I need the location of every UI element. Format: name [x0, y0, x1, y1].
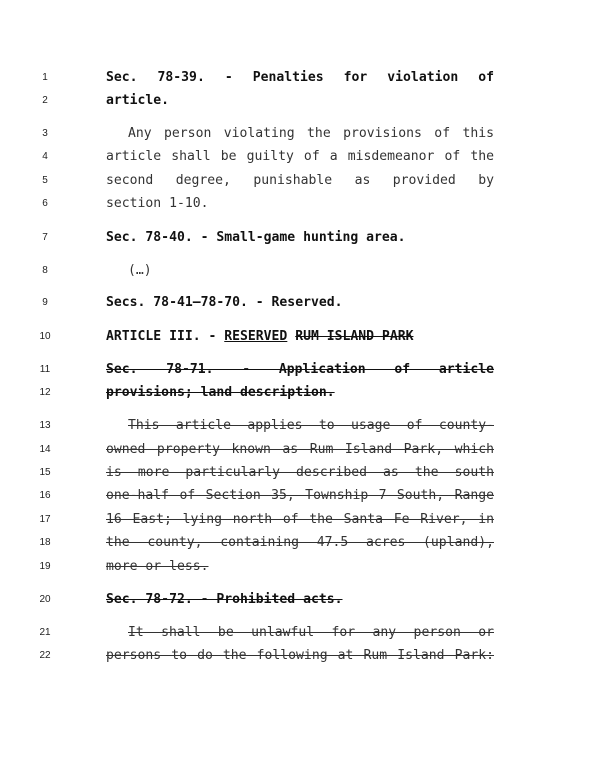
line-number: 6	[42, 198, 48, 209]
deleted-text: RUM ISLAND PARK	[295, 329, 414, 344]
body-line: section 1-10.	[106, 196, 209, 211]
deleted-section-heading: Sec. 78-72. - Prohibited acts.	[106, 592, 343, 607]
line-number: 11	[39, 364, 51, 375]
line-number: 2	[42, 95, 48, 106]
line-number: 3	[42, 128, 48, 139]
article-prefix: ARTICLE III. -	[106, 329, 225, 344]
line-number: 10	[39, 331, 51, 342]
section-heading: Sec. 78-40. - Small-game hunting area.	[106, 230, 406, 245]
section-heading: Sec. 78-39. - Penalties for violation of	[106, 70, 494, 85]
deleted-body-line: one-half of Section 35, Township 7 South, Range	[106, 488, 494, 503]
line-number: 16	[39, 490, 51, 501]
deleted-body-line: more or less.	[106, 559, 209, 574]
line-number: 18	[39, 537, 51, 548]
body-line: Any person violating the provisions of this	[128, 126, 494, 141]
deleted-body-line: persons to do the following at Rum Island Park:	[106, 648, 494, 663]
deleted-body-line: 16 East; lying north of the Santa Fe River, in	[106, 512, 494, 527]
section-heading: Secs. 78-41—78-70. - Reserved.	[106, 295, 343, 310]
line-number: 1	[42, 72, 48, 83]
omission-marker: (…)	[128, 263, 152, 278]
deleted-section-heading: Sec. 78-71. - Application of article	[106, 362, 494, 377]
line-number: 5	[42, 175, 48, 186]
deleted-body-line: It shall be unlawful for any person or	[128, 625, 494, 640]
article-heading	[106, 327, 494, 347]
line-number: 14	[39, 444, 51, 455]
section-heading: article.	[106, 93, 170, 108]
line-number: 21	[39, 627, 51, 638]
deleted-body-line: is more particularly described as the south	[106, 465, 494, 480]
line-number: 9	[42, 297, 48, 308]
line-number: 12	[39, 387, 51, 398]
deleted-section-heading: provisions; land description.	[106, 385, 335, 400]
line-number: 4	[42, 151, 48, 162]
line-number: 13	[39, 420, 51, 431]
line-number: 7	[42, 232, 48, 243]
line-number: 17	[39, 514, 51, 525]
deleted-body-line: This article applies to usage of county-	[128, 418, 494, 433]
inserted-text: RESERVED	[224, 329, 288, 344]
line-number: 8	[42, 265, 48, 276]
line-number: 20	[39, 594, 51, 605]
line-number: 15	[39, 467, 51, 478]
line-number: 22	[39, 650, 51, 661]
deleted-body-line: the county, containing 47.5 acres (upland),	[106, 535, 494, 550]
deleted-body-line: owned property known as Rum Island Park, which	[106, 442, 494, 457]
body-line: article shall be guilty of a misdemeanor of the	[106, 149, 494, 164]
line-number: 19	[39, 561, 51, 572]
body-line: second degree, punishable as provided by	[106, 173, 494, 188]
